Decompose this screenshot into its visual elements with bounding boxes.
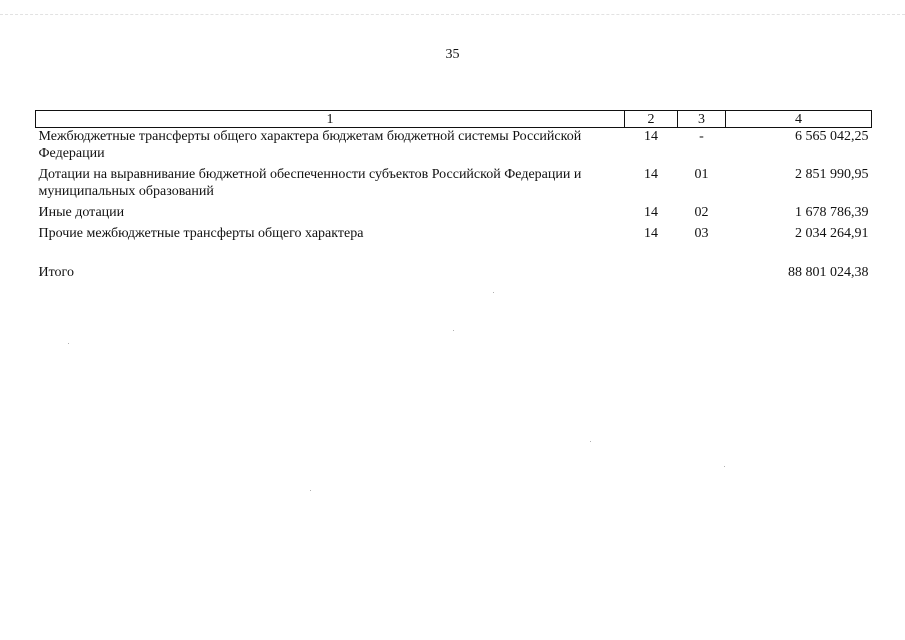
table-row <box>36 166 872 204</box>
row-name: Межбюджетные трансферты общего характера бюджетам бюджетной системы Российской Федерации <box>38 129 582 161</box>
scan-speck <box>68 343 69 344</box>
scan-speck <box>493 292 494 293</box>
row-subsection-code: 02 <box>694 205 709 220</box>
table-total-row <box>36 264 872 281</box>
row-amount: 1 678 786,39 <box>795 205 869 220</box>
row-section-code: 14 <box>644 205 658 220</box>
page-number: 35 <box>445 47 460 62</box>
row-subsection-code: 03 <box>694 226 709 241</box>
scan-speck <box>310 490 311 491</box>
table-row <box>36 204 872 225</box>
scan-speck <box>590 441 591 442</box>
row-section-code: 14 <box>644 167 658 182</box>
scan-top-edge <box>0 0 905 15</box>
table-row <box>36 225 872 242</box>
row-subsection-code: 01 <box>694 167 709 182</box>
total-label: Итого <box>38 265 74 280</box>
row-name: Дотации на выравнивание бюджетной обеспеченности субъектов Российской Федерации и муниципальных образований <box>38 167 582 199</box>
row-name: Иные дотации <box>38 205 125 220</box>
column-header-4: 4 <box>726 111 872 128</box>
row-name: Прочие межбюджетные трансферты общего характера <box>38 226 364 241</box>
row-section-code: 14 <box>644 129 658 144</box>
row-section-code: 14 <box>644 226 658 241</box>
table-row <box>36 128 872 167</box>
column-header-3: 3 <box>678 111 726 128</box>
row-subsection-code: - <box>699 129 704 144</box>
table-spacer-row <box>36 242 872 264</box>
scan-speck <box>453 330 454 331</box>
column-header-2: 2 <box>625 111 678 128</box>
total-amount: 88 801 024,38 <box>788 265 869 280</box>
column-header-1: 1 <box>36 111 625 128</box>
table-header-row <box>36 111 872 128</box>
row-amount: 6 565 042,25 <box>795 129 869 144</box>
scan-speck <box>724 466 725 467</box>
budget-table <box>35 110 872 281</box>
row-amount: 2 034 264,91 <box>795 226 869 241</box>
row-amount: 2 851 990,95 <box>795 167 869 182</box>
